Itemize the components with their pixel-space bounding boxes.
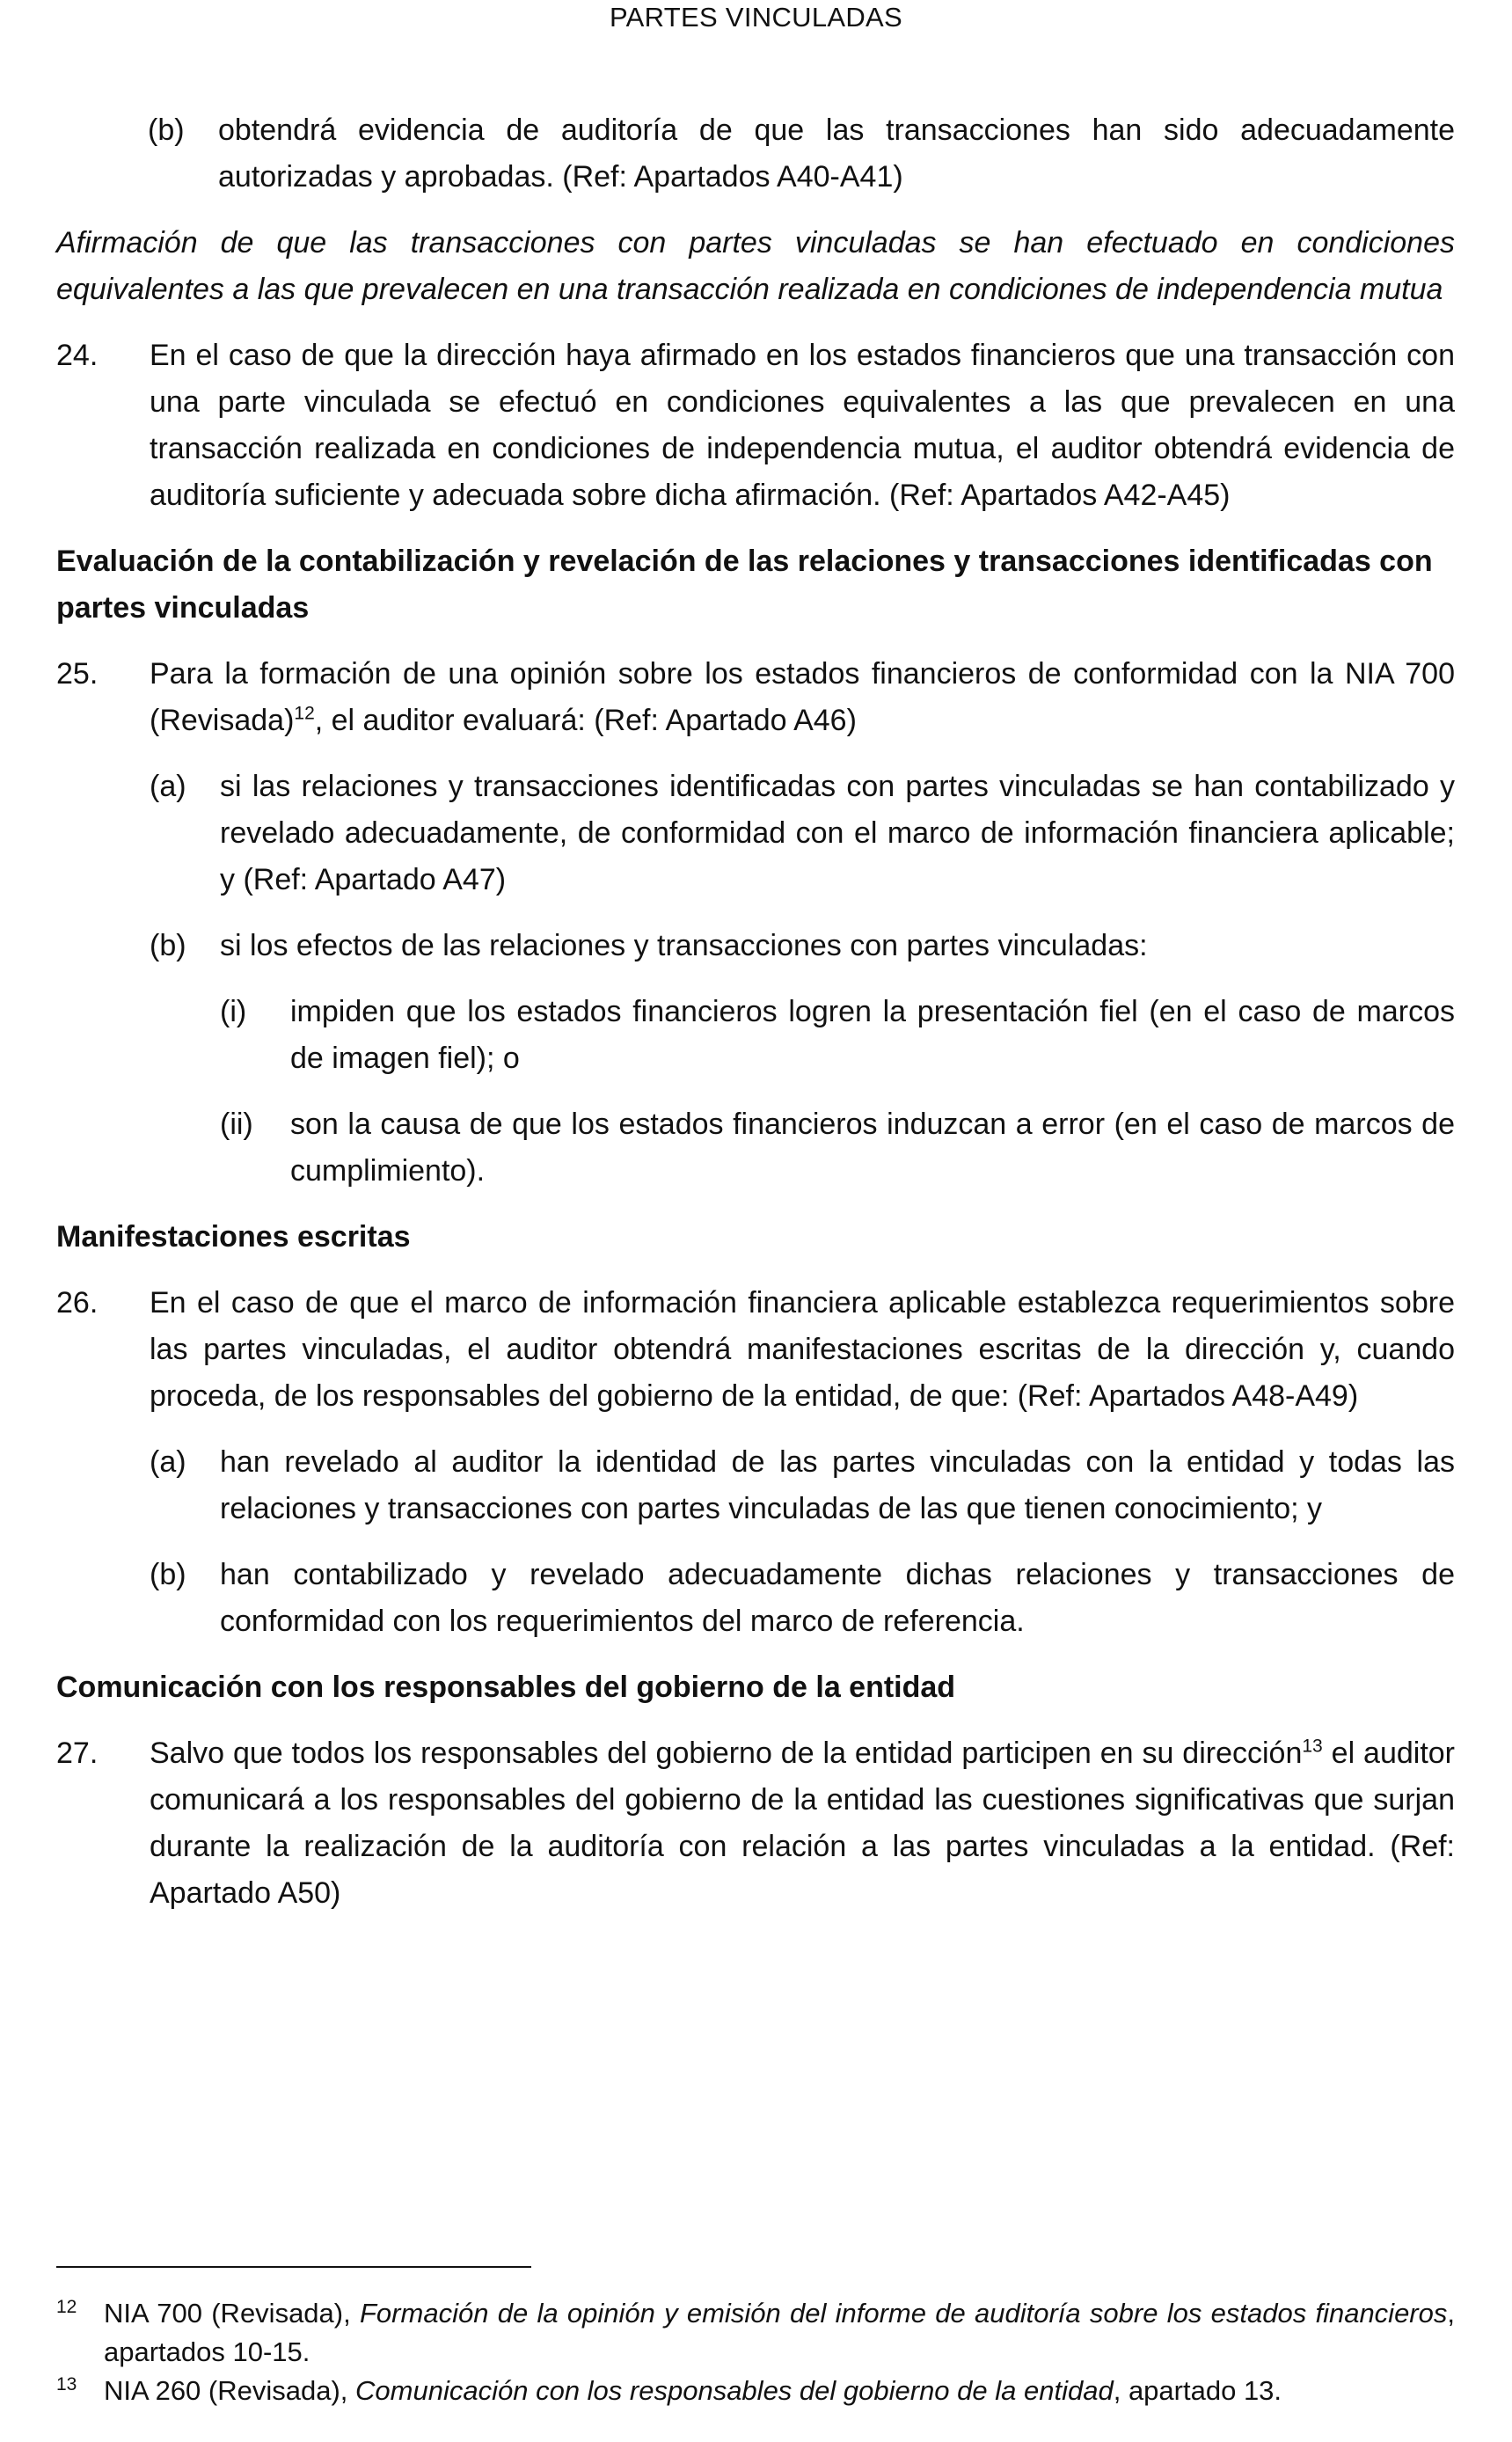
item-label: (b) <box>148 113 185 147</box>
item-label: (a) <box>150 1445 186 1479</box>
paragraph-number: 26. <box>56 1286 99 1320</box>
section-heading-manifestaciones: Manifestaciones escritas <box>56 1220 411 1254</box>
paragraph-text-part: , el auditor evaluará: (Ref: Apartado A46) <box>314 704 857 737</box>
paragraph-25-item-b <box>150 923 1455 969</box>
item-text: si los efectos de las relaciones y transacciones con partes vinculadas: <box>220 929 1148 962</box>
item-text: si las relaciones y transacciones identificadas con partes vinculadas se han contabilizado y revelado adecuadamente, de conformidad con el marco de información financiera aplicable; y (Ref: Apartado A47) <box>220 770 1455 896</box>
item-text: impiden que los estados financieros logren la presentación fiel (en el caso de marcos de imagen fiel); o <box>290 995 1455 1075</box>
paragraph-text-part: el auditor comunicará a los responsables del gobierno de la entidad las cuestiones significativas que surjan durante la realización de la auditoría con relación a las partes vinculadas a la entidad. (Ref: Apartado A50) <box>150 1736 1455 1910</box>
paragraph-text: En el caso de que el marco de información financiera aplicable establezca requerimientos sobre las partes vinculadas, el auditor obtendrá manifestaciones escritas de la dirección y, cuando proceda, de los responsables del gobierno de la entidad, de que: (Ref: Apartados A48-A49) <box>150 1286 1455 1413</box>
footnote-suffix: , apartado 13. <box>1113 2375 1282 2406</box>
paragraph-24 <box>56 333 1455 519</box>
paragraph-26 <box>56 1280 1455 1420</box>
item-label: (ii) <box>220 1108 253 1141</box>
page-body <box>56 107 1455 1917</box>
footnote-separator <box>56 2266 531 2268</box>
footnote-13 <box>56 2372 1455 2410</box>
paragraph-text-part: Para la formación de una opinión sobre los estados financieros de conformidad con la NIA 700 (Revisada) <box>150 657 1455 737</box>
footnote-number: 12 <box>56 2297 77 2317</box>
footnote-prefix: NIA 700 (Revisada), <box>104 2298 360 2329</box>
footnote-prefix: NIA 260 (Revisada), <box>104 2375 356 2406</box>
footnote-title: Comunicación con los responsables del gobierno de la entidad <box>355 2375 1114 2406</box>
footnote-12 <box>56 2294 1455 2372</box>
paragraph-26-item-a <box>150 1439 1455 1532</box>
section-heading-afirmacion: Afirmación de que las transacciones con partes vinculadas se han efectuado en condiciones equivalentes a las que prevalecen en una transacción realizada en condiciones de independencia mutua <box>56 226 1455 306</box>
item-label: (i) <box>220 995 247 1028</box>
footnote-ref-13[interactable]: 13 <box>1302 1736 1323 1757</box>
paragraph-text <box>150 1730 1455 1917</box>
footnote-text <box>104 2372 1455 2410</box>
item-text: obtendrá evidencia de auditoría de que las transacciones han sido adecuadamente autorizadas y aprobadas. (Ref: Apartados A40-A41) <box>218 113 1455 194</box>
paragraph-text <box>150 651 1455 744</box>
paragraph-number: 25. <box>56 657 99 691</box>
section-heading-evaluacion: Evaluación de la contabilización y revelación de las relaciones y transacciones identificadas con partes vinculadas <box>56 545 1433 625</box>
paragraph-25-item-b-ii <box>220 1101 1455 1195</box>
footnote-suffix: , apartados 10-15. <box>104 2298 1455 2367</box>
paragraph-25-item-a <box>150 764 1455 903</box>
section-heading-comunicacion: Comunicación con los responsables del gobierno de la entidad <box>56 1671 956 1704</box>
paragraph-25 <box>56 651 1455 744</box>
paragraph-number: 24. <box>56 339 99 372</box>
footnote-number: 13 <box>56 2374 77 2394</box>
paragraph-25-item-b-i <box>220 989 1455 1082</box>
item-text: han contabilizado y revelado adecuadamente dichas relaciones y transacciones de conformidad con los requerimientos del marco de referencia. <box>220 1558 1455 1638</box>
item-text: son la causa de que los estados financieros induzcan a error (en el caso de marcos de cumplimiento). <box>290 1108 1455 1188</box>
footnote-text <box>104 2294 1455 2372</box>
paragraph-26-item-b <box>150 1552 1455 1645</box>
item-label: (b) <box>150 1558 186 1591</box>
item-label: (a) <box>150 770 186 803</box>
paragraph-text-part: Salvo que todos los responsables del gobierno de la entidad participen en su dirección <box>150 1736 1303 1770</box>
item-label: (b) <box>150 929 186 962</box>
running-header: PARTES VINCULADAS <box>610 2 902 33</box>
footnotes <box>56 2294 1455 2410</box>
footnote-title: Formación de la opinión y emisión del informe de auditoría sobre los estados financieros <box>360 2298 1448 2329</box>
paragraph-23-item-b <box>148 107 1455 201</box>
paragraph-text: En el caso de que la dirección haya afirmado en los estados financieros que una transacción con una parte vinculada se efectuó en condiciones equivalentes a las que prevalecen en una transacción realizada en condiciones de independencia mutua, el auditor obtendrá evidencia de auditoría suficiente y adecuada sobre dicha afirmación. (Ref: Apartados A42-A45) <box>150 339 1455 512</box>
item-text: han revelado al auditor la identidad de las partes vinculadas con la entidad y todas las relaciones y transacciones con partes vinculadas de las que tienen conocimiento; y <box>220 1445 1455 1525</box>
paragraph-27 <box>56 1730 1455 1917</box>
footnote-ref-12[interactable]: 12 <box>294 703 315 724</box>
paragraph-number: 27. <box>56 1736 99 1770</box>
